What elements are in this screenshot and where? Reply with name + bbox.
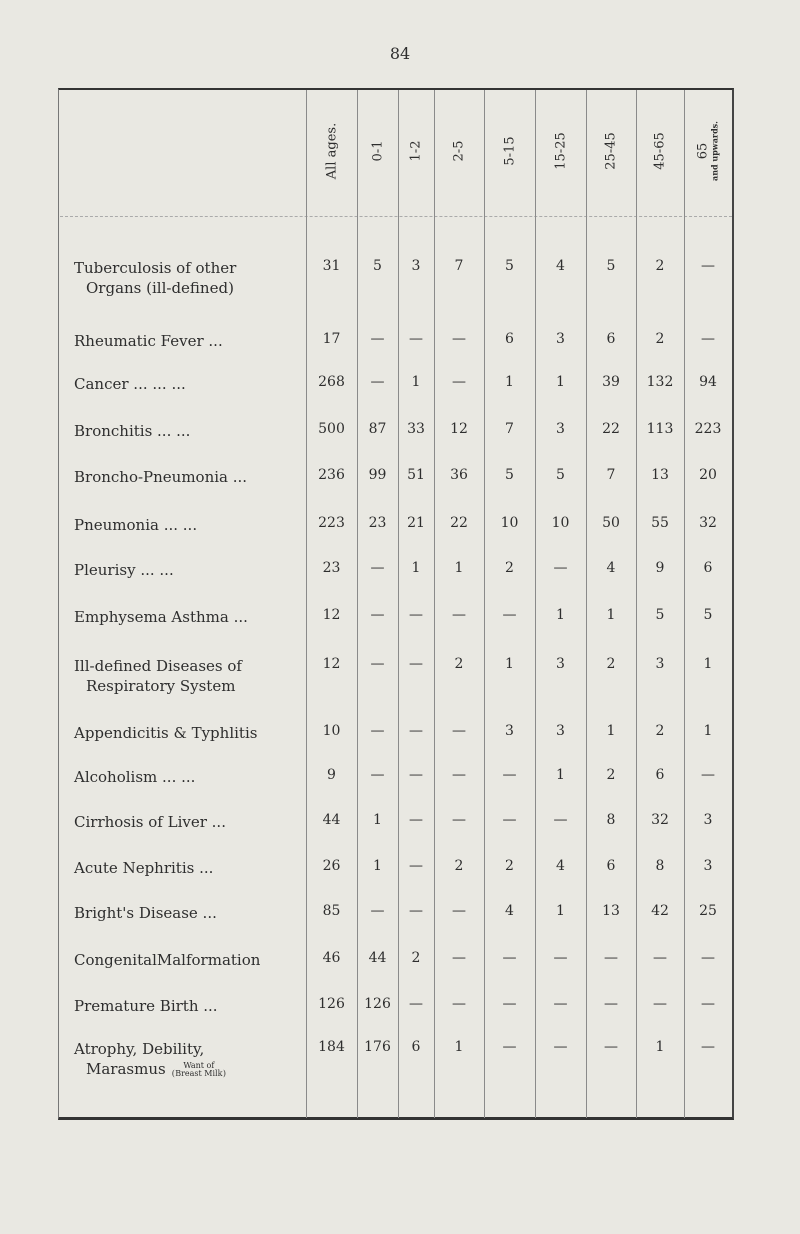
table-cell: 44	[368, 950, 387, 966]
table-cell: 3	[703, 858, 713, 874]
table-cell: —	[409, 812, 423, 828]
table-cell: —	[653, 996, 667, 1012]
table-cell: 3	[556, 421, 565, 437]
table-cell: 1	[703, 723, 713, 739]
column-header	[640, 96, 680, 206]
row-label	[74, 515, 306, 535]
table-cell: 25	[699, 903, 717, 919]
table-cell: 2	[411, 950, 421, 966]
table-cell: 32	[699, 515, 717, 531]
table-cell: —	[409, 858, 423, 874]
row-label-note: (Want of Breast Milk)	[171, 1061, 226, 1078]
table-cell: —	[553, 812, 568, 828]
table-cell: 3	[556, 656, 565, 672]
row-label	[74, 812, 306, 832]
row-label	[74, 374, 306, 394]
table-cell: —	[701, 950, 715, 966]
table-cell: 32	[651, 812, 669, 828]
column-header	[490, 96, 530, 206]
table-cell: 3	[556, 331, 565, 347]
table-cell: 5	[556, 467, 565, 483]
table-cell: —	[604, 1039, 618, 1055]
table-cell: —	[452, 996, 466, 1012]
table-cell: —	[502, 607, 517, 623]
table-cell: 2	[606, 767, 616, 783]
table-cell: 9	[327, 767, 336, 783]
table-cell: —	[409, 607, 423, 623]
page-number: 84	[389, 44, 411, 63]
table-cell: 2	[655, 723, 665, 739]
table-cell: 3	[411, 258, 421, 274]
table-cell: —	[452, 812, 466, 828]
table-cell: 1	[454, 1039, 464, 1055]
table-cell: 1	[556, 767, 565, 783]
table-cell: 1	[606, 607, 616, 623]
table-cell: —	[370, 560, 385, 576]
table-cell: 6	[606, 858, 616, 874]
column-header-sub: and upwards.	[709, 121, 720, 181]
table-cell: —	[370, 656, 385, 672]
table-cell: 2	[655, 331, 665, 347]
table-cell: —	[604, 996, 618, 1012]
column-divider	[306, 90, 307, 1118]
table-cell: —	[553, 950, 568, 966]
column-header-label: 45-65	[652, 132, 668, 170]
table-cell: 1	[411, 374, 421, 390]
column-header-label: 15-25	[553, 132, 568, 170]
table-cell: 42	[651, 903, 669, 919]
row-label	[74, 723, 306, 743]
row-label	[74, 258, 306, 298]
table-cell: 184	[318, 1039, 345, 1055]
table-cell: 2	[655, 258, 665, 274]
row-label-line	[74, 676, 306, 696]
table-cell: 23	[322, 560, 341, 576]
table-cell: 1	[556, 903, 565, 919]
column-divider	[484, 90, 485, 1118]
table-cell: —	[701, 767, 715, 783]
table-cell: 1	[606, 723, 616, 739]
row-label-line: Atrophy, Debility,	[74, 1040, 205, 1058]
table-cell: 4	[556, 858, 565, 874]
table-cell: —	[370, 607, 385, 623]
table-cell: —	[370, 374, 385, 390]
row-label	[74, 607, 306, 627]
row-label	[74, 903, 306, 923]
table-cell: —	[370, 331, 385, 347]
table-cell: —	[502, 767, 517, 783]
table-cell: 6	[655, 767, 665, 783]
column-header-label: 2-5	[451, 140, 467, 162]
table-cell: 17	[322, 331, 341, 347]
table-cell: 5	[505, 258, 514, 274]
column-header	[312, 96, 352, 206]
table-cell: 6	[703, 560, 713, 576]
table-cell: —	[604, 950, 618, 966]
table-cell: 50	[602, 515, 620, 531]
table-cell: 3	[655, 656, 665, 672]
table-cell: —	[553, 1039, 568, 1055]
table-cell: —	[701, 996, 715, 1012]
table-cell: 7	[606, 467, 616, 483]
table-cell: 5	[606, 258, 616, 274]
table-cell: —	[553, 996, 568, 1012]
row-label-line: Acute Nephritis ...	[74, 859, 214, 877]
row-label-line	[74, 278, 306, 298]
column-header-label: 5-15	[502, 136, 517, 166]
table-cell: 1	[454, 560, 464, 576]
table-cell: 113	[646, 421, 674, 437]
table-cell: 4	[606, 560, 616, 576]
row-label-line: Appendicitis & Typhlitis	[74, 724, 258, 742]
row-label-line: Premature Birth ...	[74, 997, 218, 1015]
column-header-label: 0-1	[370, 140, 385, 162]
row-label	[74, 996, 306, 1016]
table-cell: 1	[556, 607, 565, 623]
table-cell: 8	[655, 858, 665, 874]
table-cell: 7	[505, 421, 514, 437]
row-label-text: Marasmus	[86, 1060, 166, 1078]
row-label-line: Pneumonia ... ...	[74, 516, 198, 534]
table-cell: 1	[373, 812, 382, 828]
row-label-line: Tuberculosis of other	[74, 259, 237, 277]
header-divider	[60, 216, 732, 217]
table-cell: 10	[322, 723, 341, 739]
row-label-note-text: Want of Breast Milk	[175, 1061, 223, 1078]
table-cell: —	[701, 258, 715, 274]
table-cell: 26	[322, 858, 341, 874]
column-header	[396, 96, 436, 206]
table-cell: 126	[364, 996, 391, 1012]
row-label-line	[74, 1059, 306, 1079]
table-cell: 12	[450, 421, 468, 437]
table-cell: 10	[500, 515, 519, 531]
table-cell: 87	[368, 421, 387, 437]
table-cell: —	[370, 903, 385, 919]
row-label	[74, 467, 306, 487]
table-cell: 22	[602, 421, 620, 437]
column-divider	[684, 90, 685, 1118]
row-label-line: Bright's Disease ...	[74, 904, 217, 922]
table-cell: 1	[505, 374, 514, 390]
table-cell: —	[452, 950, 466, 966]
table-cell: 1	[556, 374, 565, 390]
column-header	[688, 96, 728, 206]
column-header	[358, 96, 398, 206]
table-cell: 1	[411, 560, 421, 576]
table-cell: —	[502, 950, 517, 966]
table-cell: 85	[322, 903, 341, 919]
column-header	[591, 96, 631, 206]
table-cell: —	[502, 812, 517, 828]
table-cell: 6	[505, 331, 514, 347]
table-cell: —	[452, 607, 466, 623]
table-cell: 21	[407, 515, 425, 531]
table-cell: 5	[655, 607, 665, 623]
table-cell: 2	[606, 656, 616, 672]
table-cell: —	[409, 767, 423, 783]
table-cell: 39	[602, 374, 620, 390]
table-cell: 12	[322, 656, 341, 672]
table-cell: —	[409, 723, 423, 739]
table-cell: 3	[505, 723, 514, 739]
table-cell: 1	[703, 656, 713, 672]
table-cell: 1	[505, 656, 514, 672]
table-cell: —	[502, 1039, 517, 1055]
table-cell: —	[370, 723, 385, 739]
table-cell: 126	[318, 996, 345, 1012]
table-cell: —	[452, 374, 466, 390]
column-divider	[636, 90, 637, 1118]
table-cell: 5	[373, 258, 382, 274]
table-cell: —	[452, 767, 466, 783]
table-cell: 2	[454, 656, 464, 672]
row-label-line: Alcoholism ... ...	[74, 768, 196, 786]
table-cell: 46	[322, 950, 341, 966]
row-label	[74, 767, 306, 787]
column-header-label: 1-2	[408, 140, 424, 162]
table-cell: 6	[606, 331, 616, 347]
row-label-line: Cirrhosis of Liver ...	[74, 813, 226, 831]
row-label	[74, 331, 306, 351]
table-cell: 3	[556, 723, 565, 739]
table-cell: —	[701, 331, 715, 347]
table-cell: 99	[368, 467, 387, 483]
table-cell: 94	[699, 374, 717, 390]
table-cell: —	[409, 331, 423, 347]
column-header	[439, 96, 479, 206]
table-cell: —	[452, 331, 466, 347]
table-cell: 4	[505, 903, 514, 919]
table-cell: 268	[318, 374, 345, 390]
table-cell: 44	[322, 812, 341, 828]
table-cell: —	[502, 996, 517, 1012]
column-header	[541, 96, 581, 206]
row-label	[74, 858, 306, 878]
row-label	[74, 950, 306, 970]
row-label-text: Respiratory System	[86, 677, 236, 695]
table-cell: 1	[373, 858, 382, 874]
table-cell: 12	[322, 607, 341, 623]
row-label-line: Pleurisy ... ...	[74, 561, 174, 579]
table-cell: —	[409, 903, 423, 919]
table-cell: 223	[318, 515, 345, 531]
table-cell: 223	[694, 421, 722, 437]
table-cell: 4	[556, 258, 565, 274]
table-cell: 6	[411, 1039, 421, 1055]
table-cell: —	[701, 1039, 715, 1055]
table-cell: 2	[505, 858, 514, 874]
column-header-label: All ages.	[324, 122, 339, 180]
row-label	[74, 421, 306, 441]
table-cell: —	[452, 723, 466, 739]
table-cell: 55	[651, 515, 669, 531]
table-cell: 500	[318, 421, 345, 437]
table-cell: 5	[703, 607, 713, 623]
table-cell: —	[409, 656, 423, 672]
table-cell: 9	[655, 560, 665, 576]
table-cell: 5	[505, 467, 514, 483]
row-label-line: Rheumatic Fever ...	[74, 332, 223, 350]
table-cell: 13	[602, 903, 620, 919]
row-label-line: Emphysema Asthma ...	[74, 608, 248, 626]
column-divider	[586, 90, 587, 1118]
table-cell: 31	[322, 258, 341, 274]
table-cell: —	[452, 903, 466, 919]
row-label	[74, 560, 306, 580]
table-cell: 176	[364, 1039, 391, 1055]
table-cell: 23	[368, 515, 387, 531]
table-cell: 36	[450, 467, 468, 483]
table-cell: —	[409, 996, 423, 1012]
table-cell: 13	[651, 467, 669, 483]
column-divider	[535, 90, 536, 1118]
row-label-line: Cancer ... ... ...	[74, 375, 186, 393]
table-cell: —	[553, 560, 568, 576]
row-label	[74, 656, 306, 696]
table-cell: 20	[699, 467, 717, 483]
row-label-text: Organs (ill-defined)	[86, 279, 234, 297]
row-label-line: Broncho-Pneumonia ...	[74, 468, 248, 486]
table-cell: 3	[703, 812, 713, 828]
table-cell: 2	[454, 858, 464, 874]
table-cell: 10	[551, 515, 570, 531]
column-header-label: 25-45	[603, 132, 619, 170]
table-cell: 51	[407, 467, 425, 483]
row-label	[74, 1039, 306, 1079]
table-cell: —	[653, 950, 667, 966]
table-cell: 236	[318, 467, 345, 483]
table-cell: 33	[407, 421, 425, 437]
row-label-line: Bronchitis ... ...	[74, 422, 191, 440]
table-cell: 2	[505, 560, 514, 576]
table-cell: —	[370, 767, 385, 783]
table-cell: 8	[606, 812, 616, 828]
column-header-label: 65	[695, 142, 711, 160]
row-label-line: CongenitalMalformation	[74, 951, 261, 969]
row-label-line: Ill-defined Diseases of	[74, 657, 242, 675]
table-cell: 7	[454, 258, 464, 274]
table-cell: 1	[655, 1039, 665, 1055]
table-cell: 22	[450, 515, 468, 531]
table-cell: 132	[646, 374, 674, 390]
